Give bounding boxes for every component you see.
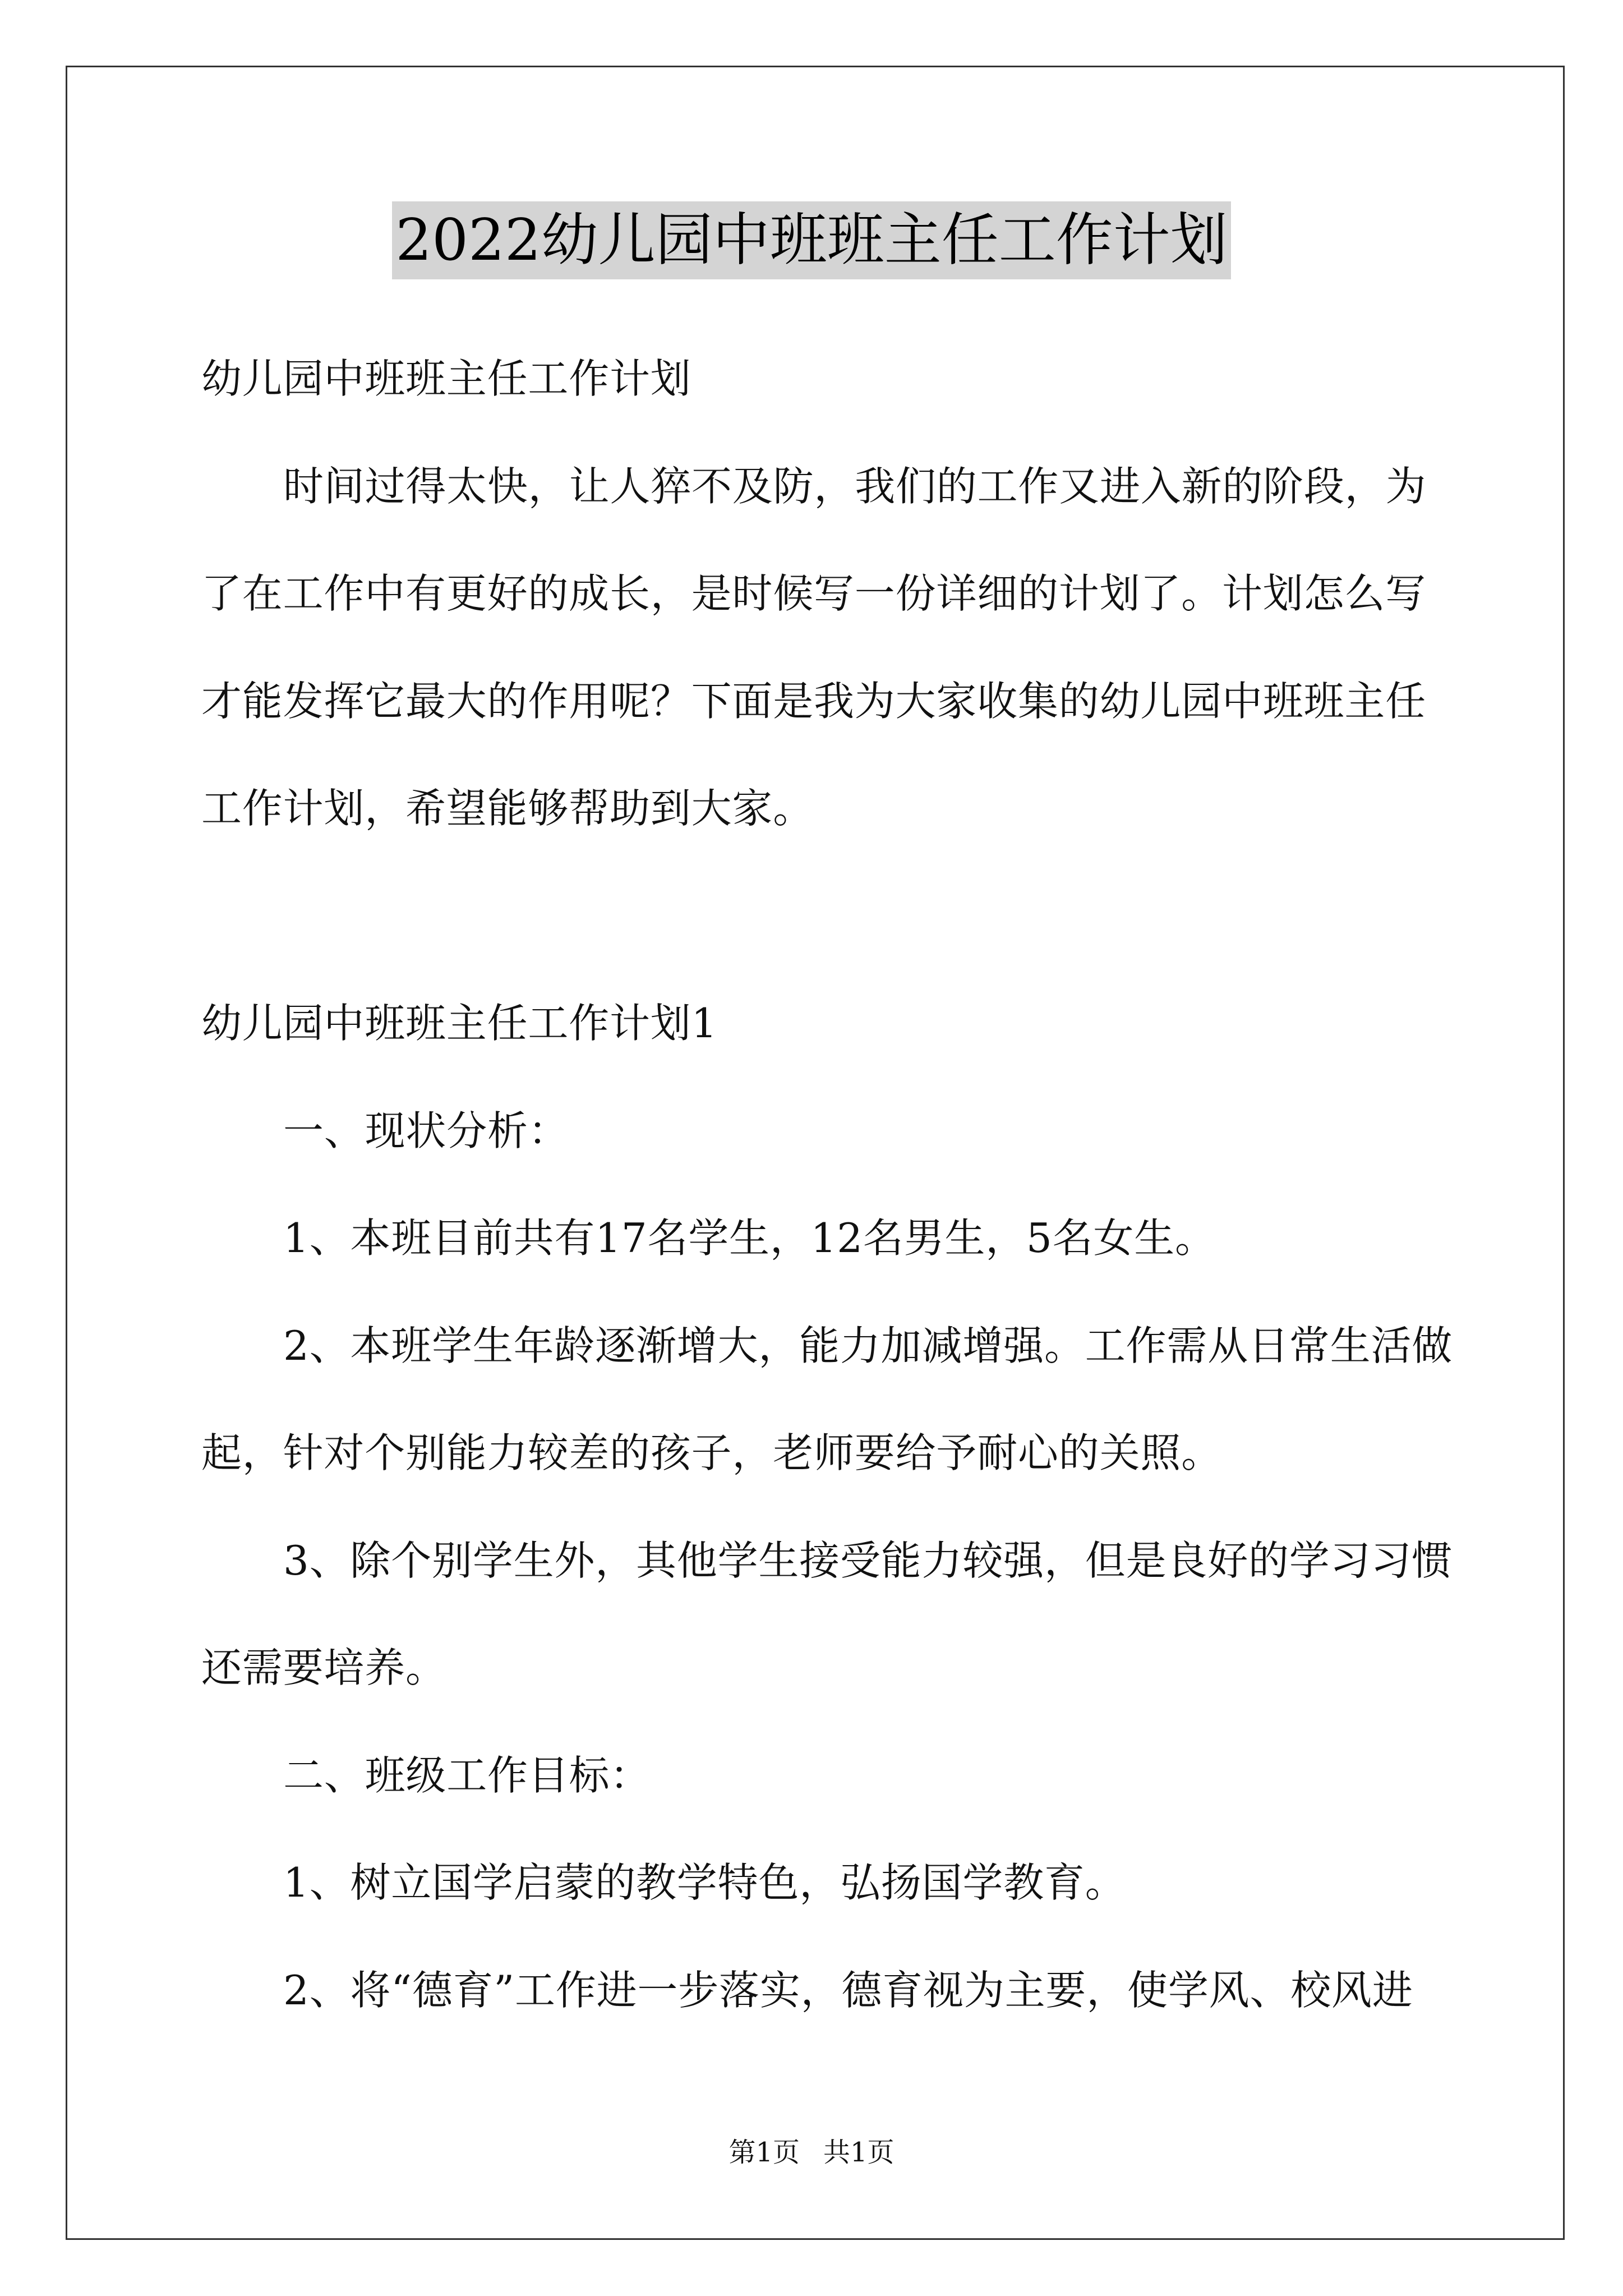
status-item-3 [201, 1507, 1453, 1722]
goal-item-2 [201, 1937, 1427, 2045]
goal-item-1 [201, 1829, 1427, 1937]
intro-paragraph [201, 433, 1427, 863]
status-item-2 [201, 1292, 1453, 1507]
paragraph-line: 工作计划，希望能够帮助到大家。 [201, 785, 814, 832]
paragraph-line: 3、除个别学生外，其他学生接受能力较强，但是良好的学习习惯 [283, 1536, 1453, 1584]
section-heading-class-goals [201, 1722, 1427, 1830]
document-body [201, 325, 1453, 2044]
paragraph-line: 1、本班目前共有17名学生，12名男生，5名女生。 [283, 1214, 1216, 1262]
paragraph-line: 时间过得太快，让人猝不及防，我们的工作又进入新的阶段，为 [283, 462, 1427, 510]
page-number: 第1页 [728, 2137, 800, 2168]
title-block [0, 201, 1623, 279]
section-heading-status-analysis [201, 1078, 1427, 1185]
paragraph-line: 起，针对个别能力较差的孩子，老师要给予耐心的关照。 [201, 1429, 1223, 1476]
paragraph-line: 还需要培养。 [201, 1644, 446, 1691]
status-item-1 [201, 1185, 1427, 1292]
paragraph-line: 1、树立国学启蒙的教学特色，弘扬国学教育。 [283, 1859, 1126, 1906]
paragraph-line: 一、现状分析： [283, 1107, 569, 1154]
paragraph-line: 二、班级工作目标： [283, 1751, 651, 1799]
paragraph-line: 2、本班学生年龄逐渐增大，能力加减增强。工作需从日常生活做 [283, 1322, 1453, 1369]
blank-line [201, 863, 1427, 970]
paragraph-line: 2、将“德育”工作进一步落实，德育视为主要，使学风、校风进 [283, 1966, 1413, 2014]
document-title: 2022幼儿园中班班主任工作计划 [392, 201, 1231, 279]
page-footer [0, 2133, 1623, 2172]
paragraph-line: 了在工作中有更好的成长，是时候写一份详细的计划了。计划怎么写 [201, 570, 1427, 617]
page-total: 共1页 [823, 2137, 895, 2168]
intro-heading: 幼儿园中班班主任工作计划 [201, 355, 691, 402]
plan-heading: 幼儿园中班班主任工作计划1 [201, 1000, 718, 1047]
paragraph-line: 才能发挥它最大的作用呢？下面是我为大家收集的幼儿园中班班主任 [201, 677, 1427, 725]
